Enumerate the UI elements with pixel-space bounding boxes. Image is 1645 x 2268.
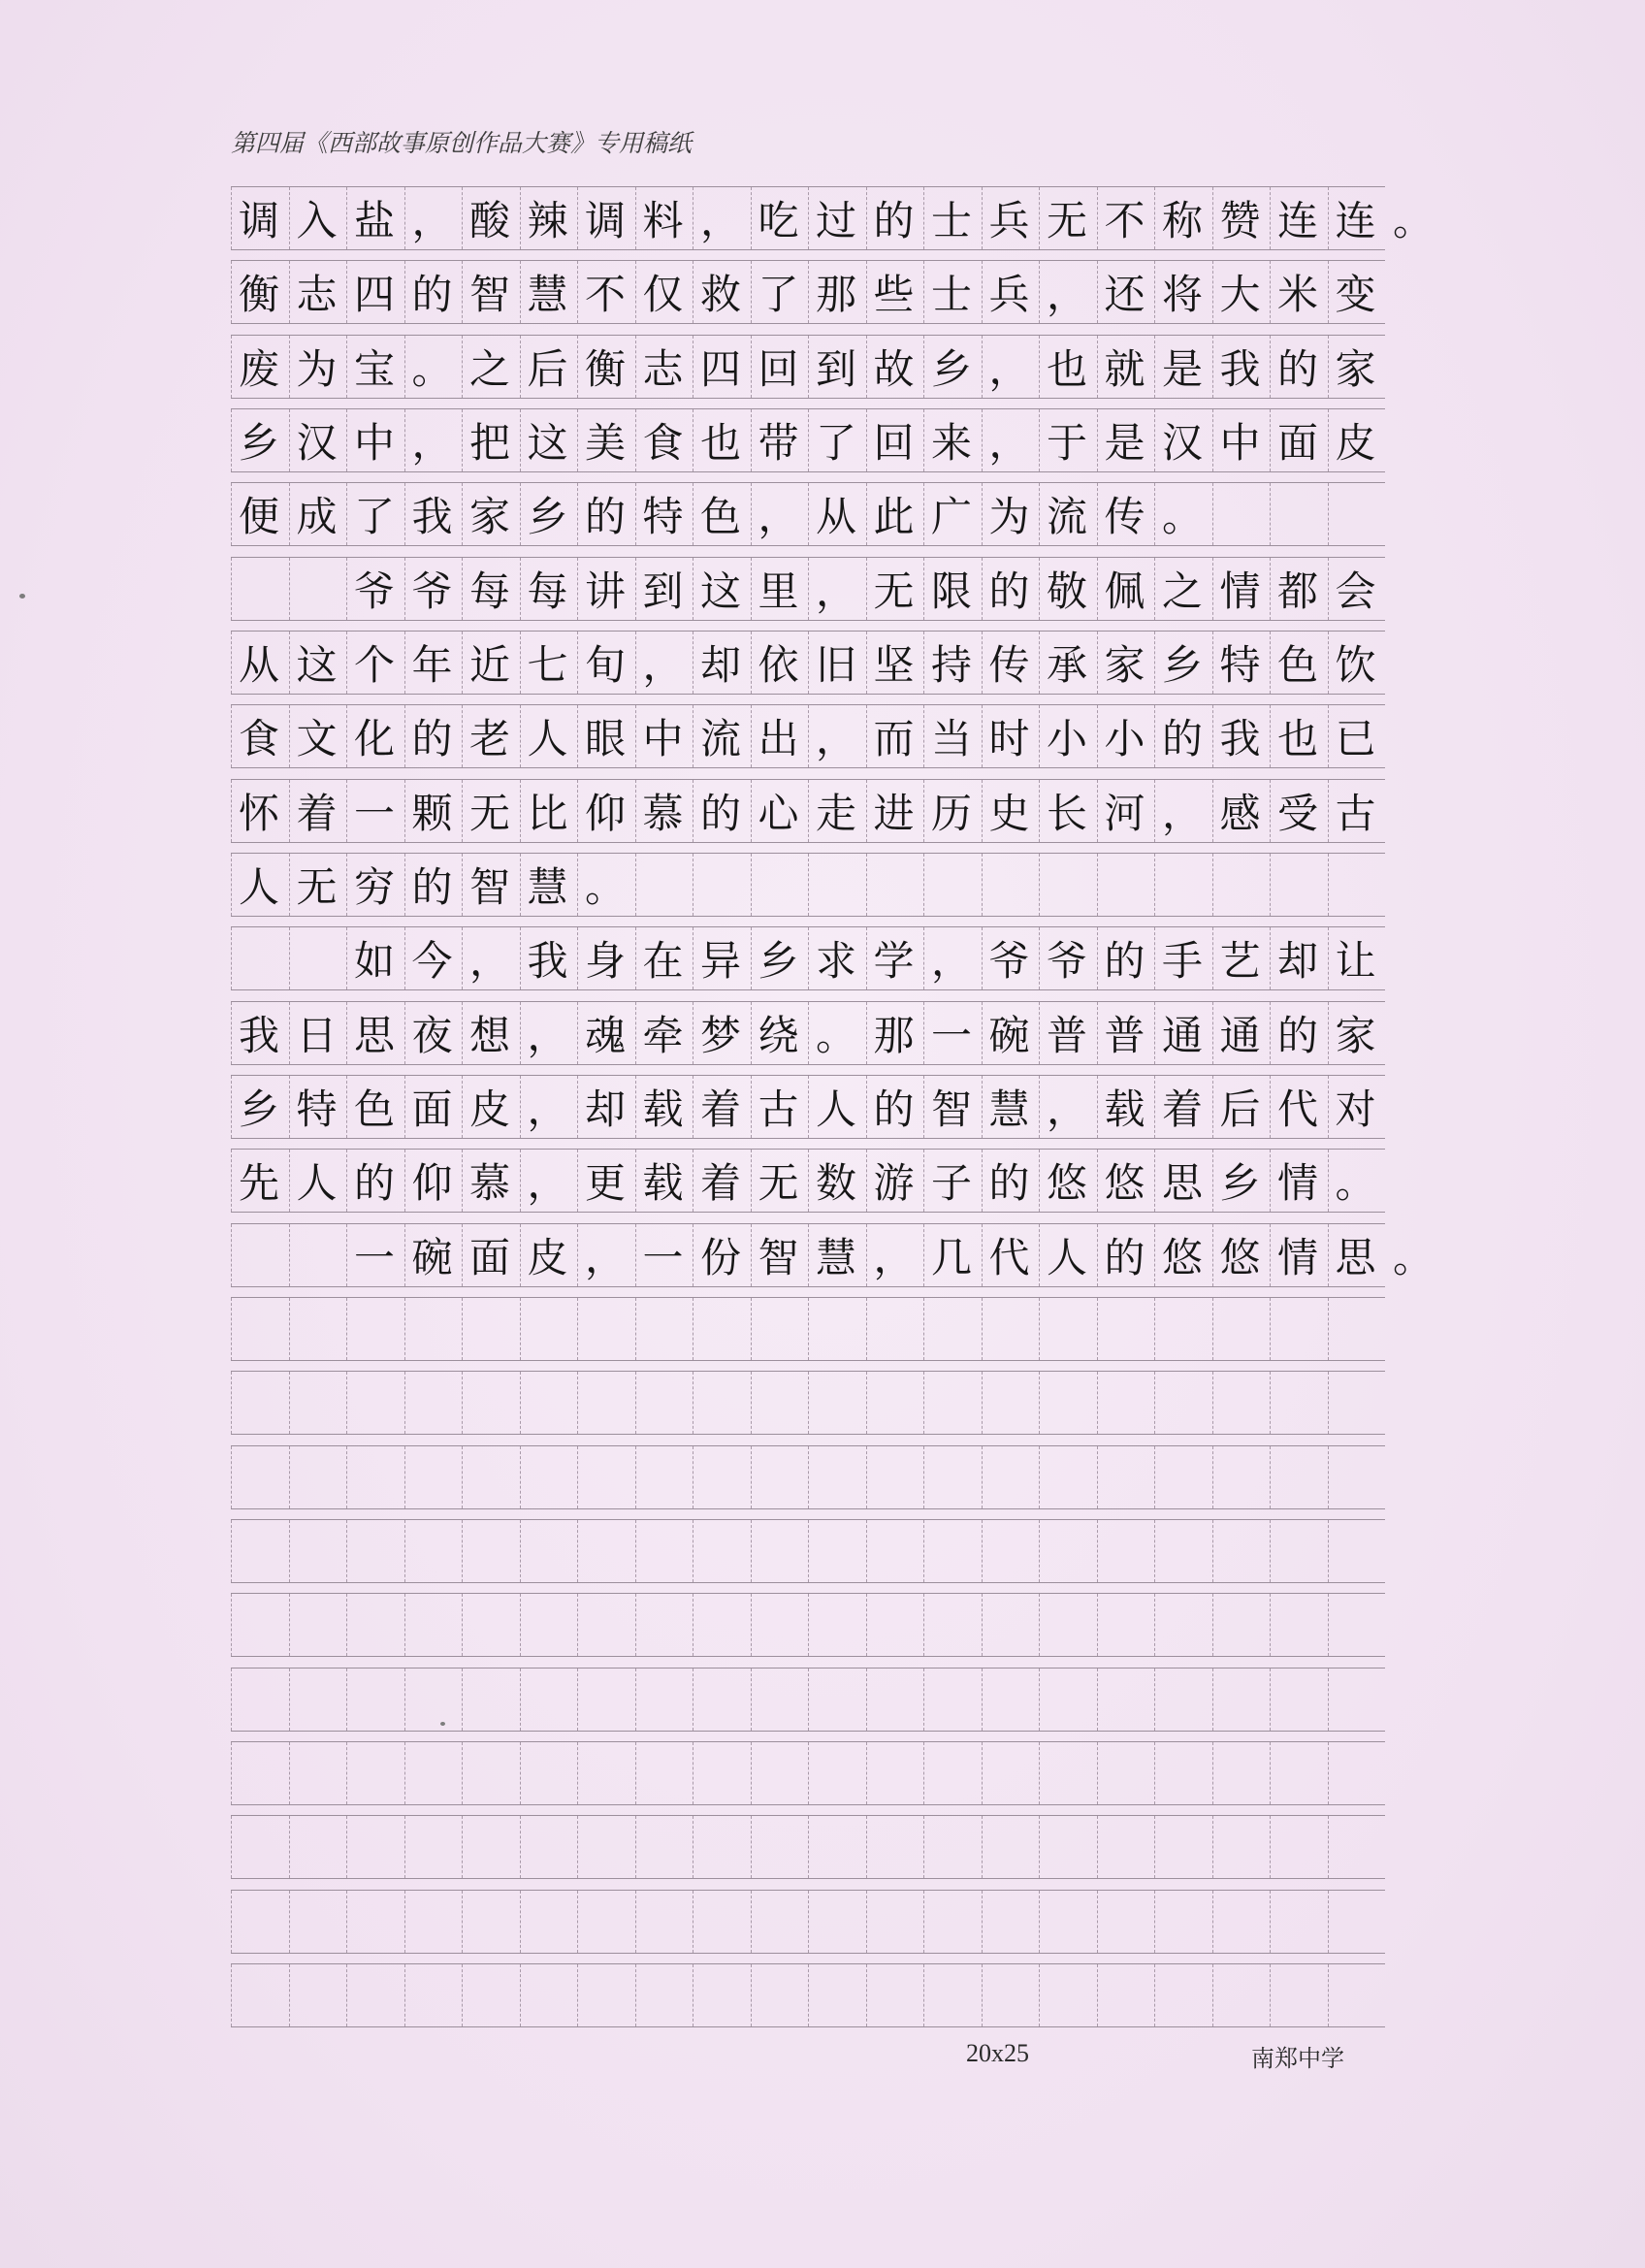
grid-row bbox=[231, 557, 1394, 621]
essay-line bbox=[231, 1446, 1385, 1508]
grid-row bbox=[231, 1963, 1385, 2027]
grid-row bbox=[231, 1001, 1394, 1065]
essay-line: 便成了我家乡的特色，从此广为流传。 bbox=[239, 493, 1220, 541]
essay-line: 一碗面皮，一份智慧，几代人的悠悠情思。 bbox=[354, 1233, 1451, 1281]
essay-line: 爷爷每每讲到这里，无限的敬佩之情都会 bbox=[354, 567, 1394, 615]
essay-line bbox=[231, 1891, 1385, 1953]
grid-row bbox=[231, 260, 1394, 324]
essay-line: 如今，我身在异乡求学，爷爷的手艺却让 bbox=[354, 937, 1394, 986]
essay-line bbox=[231, 1520, 1385, 1582]
grid-row bbox=[231, 1668, 1385, 1732]
grid-row bbox=[231, 1149, 1394, 1213]
grid-row bbox=[231, 1445, 1385, 1509]
essay-line bbox=[231, 1594, 1385, 1656]
grid-row bbox=[231, 1815, 1385, 1879]
grid-row bbox=[231, 335, 1394, 399]
grid-row bbox=[231, 853, 1385, 917]
essay-line: 乡特色面皮，却载着古人的智慧，载着后代对 bbox=[239, 1085, 1394, 1133]
writing-grid bbox=[231, 186, 1451, 2027]
grid-row bbox=[231, 186, 1451, 250]
paper-speck bbox=[19, 594, 25, 599]
essay-line: 人无穷的智慧。 bbox=[239, 862, 643, 911]
grid-row bbox=[231, 704, 1394, 768]
essay-line bbox=[231, 1669, 1385, 1731]
essay-line: 废为宝。之后衡志四回到故乡，也就是我的家 bbox=[239, 344, 1394, 393]
grid-row bbox=[231, 408, 1394, 472]
grid-row bbox=[231, 1890, 1385, 1954]
grid-row bbox=[231, 779, 1394, 843]
header-title: 第四届《西部故事原创作品大赛》专用稿纸 bbox=[231, 129, 693, 157]
essay-line: 乡汉中，把这美食也带了回来，于是汉中面皮 bbox=[239, 418, 1394, 467]
grid-row bbox=[231, 1371, 1385, 1435]
grid-row bbox=[231, 1223, 1451, 1287]
essay-line: 怀着一颗无比仰慕的心走进历史长河，感受古 bbox=[239, 789, 1394, 837]
essay-line bbox=[231, 1816, 1385, 1878]
essay-line bbox=[231, 1298, 1385, 1360]
grid-row bbox=[231, 1741, 1385, 1805]
grid-row bbox=[231, 482, 1385, 546]
grid-size-label: 20x25 bbox=[966, 2039, 1029, 2067]
school-name: 南郑中学 bbox=[1251, 2045, 1344, 2072]
essay-line: 我日思夜想，魂牵梦绕。那一碗普普通通的家 bbox=[239, 1011, 1394, 1059]
grid-row bbox=[231, 926, 1394, 990]
essay-line bbox=[231, 1372, 1385, 1434]
essay-line: 先人的仰慕，更载着无数游子的悠悠思乡情。 bbox=[239, 1159, 1394, 1208]
grid-row bbox=[231, 1075, 1394, 1139]
essay-line: 食文化的老人眼中流出，而当时小小的我也已 bbox=[239, 715, 1394, 763]
essay-line: 从这个年近七旬，却依旧坚持传承家乡特色饮 bbox=[239, 640, 1394, 689]
essay-line bbox=[231, 1964, 1385, 2026]
grid-row bbox=[231, 1519, 1385, 1583]
essay-line: 衡志四的智慧不仅救了那些士兵，还将大米变 bbox=[239, 271, 1394, 319]
grid-row bbox=[231, 1297, 1385, 1361]
grid-row bbox=[231, 1593, 1385, 1657]
paper-speck bbox=[440, 1722, 445, 1726]
grid-row bbox=[231, 631, 1394, 695]
essay-line: 调入盐，酸辣调料，吃过的士兵无不称赞连连。 bbox=[239, 197, 1451, 244]
essay-line bbox=[231, 1742, 1385, 1804]
